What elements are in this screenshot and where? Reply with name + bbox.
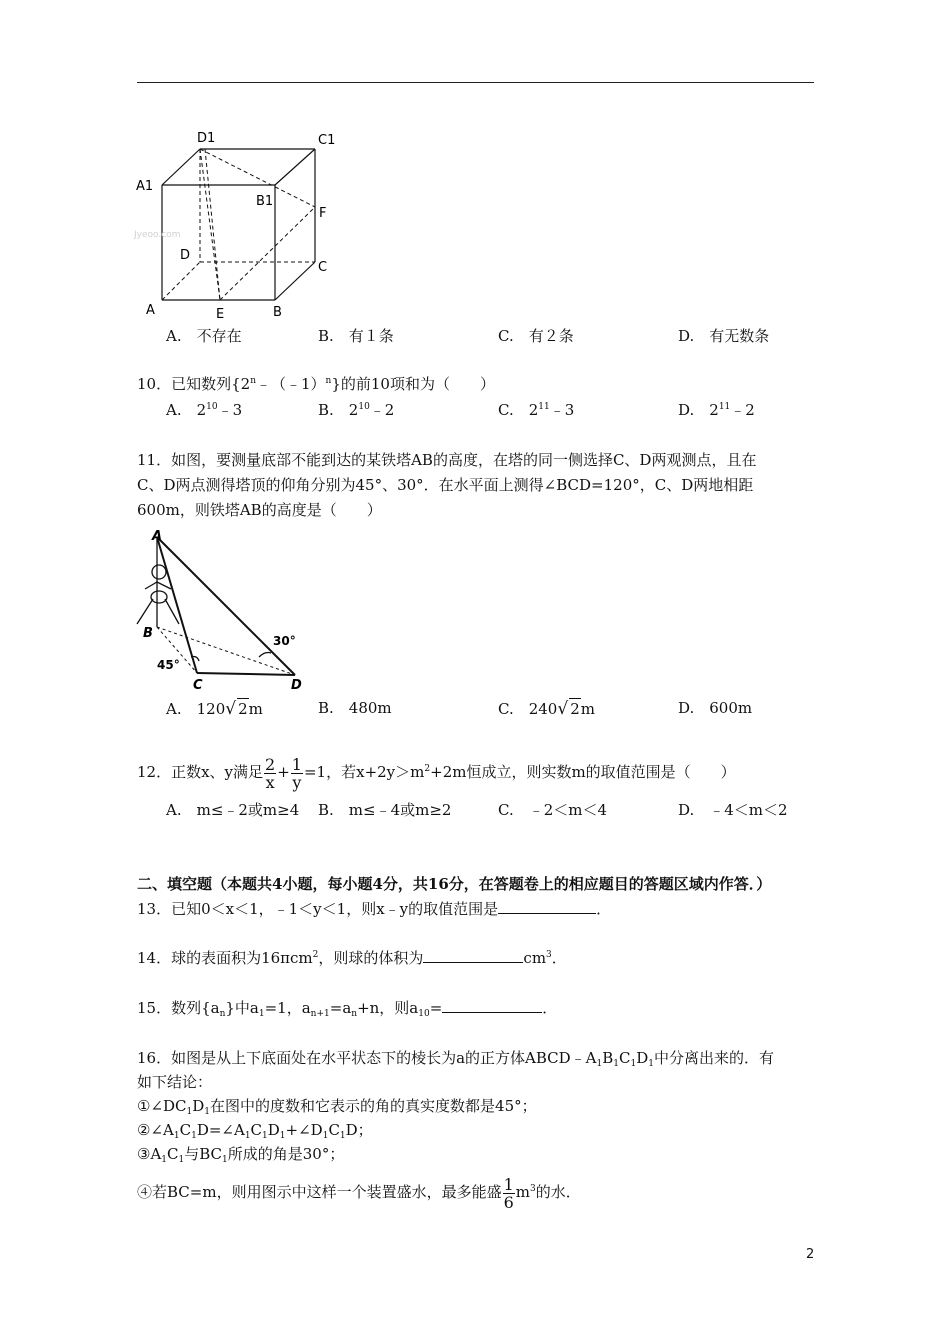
q11-option-b[interactable]: B. 480m	[318, 699, 392, 717]
q15-answer-blank[interactable]	[442, 998, 542, 1013]
q12-option-b[interactable]: B. m≤﹣4或m≥2	[318, 801, 452, 819]
page-number: 2	[806, 1247, 815, 1262]
q11-line1: 11．如图，要测量底部不能到达的某铁塔AB的高度，在塔的同一侧选择C、D两观测点，且在	[137, 451, 757, 469]
cube-label-c: C	[318, 260, 328, 275]
q12-fraction-1-over-y: $\frac{1}{y}$	[291, 754, 302, 792]
q16-line2: 如下结论：	[137, 1073, 213, 1091]
q16-fraction-1-over-6: $\frac{1}{6}$	[503, 1174, 514, 1212]
section-2-heading: 二、填空题（本题共4小题，每小题4分，共16分，在答题卷上的相应题目的答题区域内作答．）	[137, 875, 772, 893]
tower-figure	[135, 527, 315, 692]
q16-conclusion-4: ④若BC=m，则用图示中这样一个装置盛水，最多能盛 $\frac{1}{6}$ $m^3$的水．	[137, 1174, 581, 1212]
q11-option-c[interactable]: C. 240√ 2m	[498, 699, 595, 719]
q12-stem: 12．正数x、y满足 $\frac{2}{x}$ + $\frac{1}{y}$ =1，若$x+2y>m^2+2m$恒成立，则实数m的取值范围是（ ）	[137, 754, 736, 792]
q9-option-a[interactable]: A. 不存在	[166, 327, 242, 345]
q10-stem: 10．已知数列{2$^n$﹣（﹣1）$^n$}的前10项和为（ ）	[137, 375, 495, 393]
cube-label-d: D	[180, 248, 191, 263]
q9-option-b[interactable]: B. 有１条	[318, 327, 394, 345]
header-rule	[137, 82, 814, 83]
q12-fraction-2-over-x: $\frac{2}{x}$	[265, 754, 276, 792]
q11-option-d[interactable]: D. 600m	[678, 699, 753, 717]
q14-answer-blank[interactable]	[423, 948, 523, 963]
cube-label-e: E	[216, 307, 225, 320]
tower-label-b: B	[143, 626, 153, 641]
q9-option-d[interactable]: D. 有无数条	[678, 327, 770, 345]
cube-label-f: F	[319, 206, 327, 221]
q14: 14．球的表面积为16πcm$^2$，则球的体积为 $cm^3$．	[137, 949, 567, 967]
q10-option-b[interactable]: B. $2^{10}﹣2$	[318, 401, 395, 419]
tower-label-a: A	[152, 529, 163, 544]
q10-option-a[interactable]: A. $2^{10}﹣3$	[166, 401, 243, 419]
q12-option-c[interactable]: C. ﹣2＜m＜4	[498, 801, 608, 819]
cube-label-a1: A1	[136, 179, 154, 194]
q12-option-d[interactable]: D. ﹣4＜m＜2	[678, 801, 788, 819]
cube-label-a: A	[146, 303, 155, 318]
cube-label-c1: C1	[318, 133, 336, 148]
tower-label-d: D	[291, 678, 302, 692]
q16-conclusion-3: $③A_1C_1$与$BC_1$所成的角是30°；	[137, 1145, 345, 1165]
q12-option-a[interactable]: A. m≤﹣2或m≥4	[166, 801, 300, 819]
tower-angle-45: 45°	[157, 658, 180, 672]
q9-option-c[interactable]: C. 有２条	[498, 327, 574, 345]
tower-label-c: C	[193, 678, 203, 692]
cube-label-b: B	[273, 305, 282, 320]
cube-label-d1: D1	[197, 131, 216, 146]
q10-option-d[interactable]: D. $2^{11}﹣2$	[678, 401, 755, 419]
q16-line1: 16．如图是从上下底面处在水平状态下的棱长为a的正方体$ABCD﹣A_1B_1C_1D_1$中分离出来的．有	[137, 1049, 775, 1069]
watermark: Jyeoo.com	[134, 230, 181, 240]
q13-answer-blank[interactable]	[498, 899, 596, 914]
q11-option-a[interactable]: A. 120√ 2m	[166, 699, 263, 719]
cube-figure	[130, 125, 350, 320]
q10-option-c[interactable]: C. $2^{11}﹣3$	[498, 401, 575, 419]
q16-conclusion-2: $②\angle A_1C_1D=\angle A_1C_1D_1+\angle D_1C_1D$；	[137, 1121, 373, 1141]
q16-conclusion-1: $①\angle DC_1D_1$在图中的度数和它表示的角的真实度数都是45°；	[137, 1097, 537, 1117]
cube-label-b1: B1	[256, 194, 274, 209]
q11-line2: C、D两点测得塔顶的仰角分别为45°、30°．在水平面上测得∠BCD=120°，C、D两地相距	[137, 476, 754, 494]
q11-line3: 600m，则铁塔AB的高度是（ ）	[137, 501, 382, 519]
tower-angle-30: 30°	[273, 634, 296, 648]
q13: 13．已知0＜x＜1，﹣1＜y＜1，则x﹣y的取值范围是 ．	[137, 900, 612, 918]
q15: 15．数列$\{a_n\}$中$a_1=1$，$a_{n+1}=a_n+n$，则$a_{10}=$ ．	[137, 999, 558, 1019]
